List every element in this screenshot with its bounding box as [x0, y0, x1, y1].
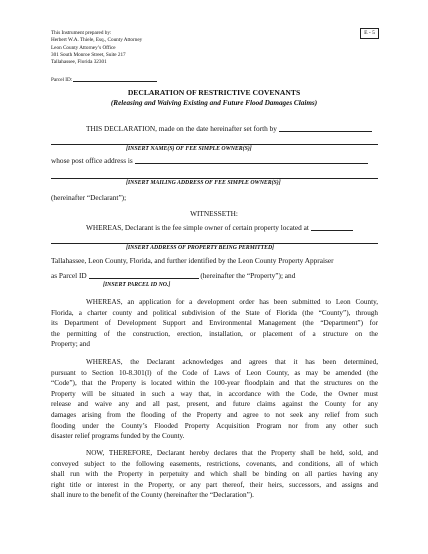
- paragraph-line: “Code”), that the Property is located within the 100-year floodplain and that the structures on the: [51, 379, 378, 388]
- paragraph-line: its Department of Development Support and Environmental Management (the “Department”) for: [51, 319, 378, 328]
- paragraph-line: Property; and: [51, 340, 90, 349]
- declaration-line: [86, 124, 372, 133]
- paragraph-line: NOW, THEREFORE, Declarant hereby declares that the Property shall be held, sold, and: [86, 449, 378, 457]
- witnesseth-heading: WITNESSETH:: [190, 209, 238, 218]
- paragraph-line: disaster relief programs funded by the County.: [51, 432, 185, 441]
- paragraph-line: WHEREAS, the Declarant acknowledges and agrees that it has been determined,: [86, 358, 378, 366]
- paragraph-line: flooding under the County’s Flooded Property Acquisition Program nor from any other such: [51, 421, 378, 430]
- paragraph-line: pursuant to Section 10-8.301(l) of the Code of Laws of Leon County, as may be amended (the: [51, 368, 378, 377]
- parcel-id-caption: [INSERT PARCEL ID NO.]: [103, 282, 171, 288]
- document-title: DECLARATION OF RESTRICTIVE COVENANTS: [127, 88, 301, 97]
- paragraph-line: Florida, a charter county and political subdivision of the State of Florida (the “County”), through: [51, 308, 378, 317]
- now-therefore-paragraph: [51, 448, 378, 501]
- parcel-number-blank: [89, 278, 199, 279]
- declaration-text: THIS DECLARATION, made on the date hereinafter set forth by: [86, 124, 277, 133]
- paragraph-line: right title or interest in the Property, or any part thereof, their heirs, successors, and assigns and: [51, 480, 378, 489]
- parcel-prefix: as Parcel ID: [51, 271, 87, 280]
- prepared-by-line: This Instrument prepared by:: [51, 30, 112, 36]
- parcel-id-line: [51, 271, 295, 280]
- declarant-name-blank: [279, 131, 372, 132]
- mailing-address-rule: [51, 178, 378, 179]
- attorney-name: Herbert W.A. Thiele, Esq., County Attorney: [51, 37, 143, 44]
- parcel-suffix: (hereinafter the “Property”); and: [200, 271, 296, 280]
- parcel-id-label: Parcel ID:: [51, 77, 74, 83]
- prepared-by-block: [51, 30, 142, 66]
- paragraph-line: damages arising from the flooding of the Property and agree to not seek any relief from such: [51, 410, 378, 419]
- city-state-zip: Tallahassee, Florida 32301: [51, 59, 107, 66]
- address-line: [51, 156, 368, 165]
- paragraph-line: WHEREAS, an application for a development order has been submitted to Leon County,: [86, 298, 378, 306]
- document-subtitle: (Releasing and Waiving Existing and Future Flood Damages Claims): [110, 99, 318, 107]
- property-location-blank: [311, 230, 353, 231]
- parcel-id-blank: [73, 81, 157, 82]
- address-blank: [135, 163, 368, 164]
- whereas-acknowledges-paragraph: [51, 357, 378, 442]
- street-address: 301 South Monroe Street, Suite 217: [51, 51, 126, 58]
- paragraph-line: Property will be situated in such a way that, in accordance with the Code, the Owner must: [51, 389, 378, 398]
- paragraph-line: the permitting of the construction, erection, installation, or placement of a structure on the: [51, 329, 378, 338]
- parcel-id-header: [51, 77, 157, 83]
- owner-name-rule: [51, 144, 378, 145]
- whereas-application-paragraph: [51, 297, 378, 350]
- exhibit-label: E - 5: [360, 28, 379, 39]
- paragraph-line: conveyed subject to the following easements, restrictions, covenants, and conditions, all of which: [51, 459, 378, 468]
- mailing-address-caption: [INSERT MAILING ADDRESS OF FEE SIMPLE OWNER(S)]: [126, 180, 281, 186]
- owner-name-caption: [INSERT NAME(S) OF FEE SIMPLE OWNER(S)]: [126, 146, 252, 152]
- property-address-caption: [INSERT ADDRESS OF PROPERTY BEING PERMITTED]: [126, 245, 275, 251]
- address-text: whose post office address is: [51, 156, 133, 165]
- paragraph-line: release and waive any and all past, present, and future claims against the County for any: [51, 400, 378, 409]
- property-located-text: WHEREAS, Declarant is the fee simple owner of certain property located at: [86, 223, 309, 232]
- office-name: Leon County Attorney’s Office: [51, 44, 116, 51]
- property-address-rule: [51, 243, 378, 244]
- tallahassee-line: Tallahassee, Leon County, Florida, and further identified by the Leon County Property Appraiser: [51, 256, 334, 265]
- property-located-line: [86, 223, 353, 232]
- paragraph-line: shall run with the Property in perpetuity and which shall be binding on all parties having any: [51, 470, 378, 479]
- paragraph-line: shall inure to the benefit of the County (hereinafter the “Declaration”).: [51, 491, 254, 500]
- declarant-line: (hereinafter “Declarant”);: [51, 193, 127, 202]
